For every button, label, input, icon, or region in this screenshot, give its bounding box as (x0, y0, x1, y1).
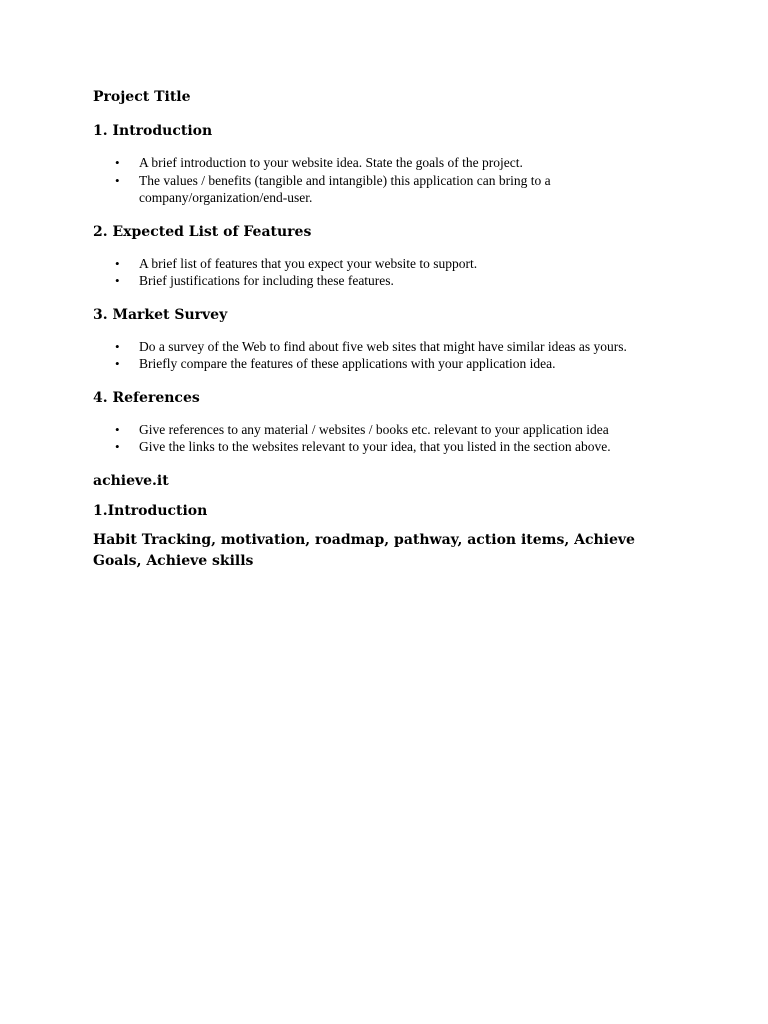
project-title-heading: Project Title (93, 89, 191, 105)
bullet-icon: • (115, 338, 120, 354)
bullet-icon: • (115, 273, 120, 288)
list-item (93, 355, 659, 373)
bullet-icon: • (115, 155, 120, 170)
references-bullet-list (93, 421, 693, 456)
bullet-icon: • (115, 255, 120, 271)
section-heading-market-survey: 3. Market Survey (93, 306, 228, 323)
bullet-icon: • (115, 439, 120, 454)
project-name: achieve.it (93, 472, 169, 489)
project-introduction-text: Habit Tracking, motivation, roadmap, pathway, action items, Achieve Goals, Achieve skills (93, 531, 635, 569)
list-item (93, 421, 659, 439)
bullet-icon: • (115, 356, 120, 371)
section-heading-references: 4. References (93, 389, 200, 406)
section-heading-introduction: 1. Introduction (93, 123, 213, 139)
document-page (93, 88, 693, 572)
list-item-text: Give references to any material / websites / books etc. relevant to your application idea (139, 421, 609, 437)
list-item-text: Brief justifications for including these features. (139, 273, 394, 288)
list-item-text: Do a survey of the Web to find about five web sites that might have similar ideas as yours. (139, 338, 627, 354)
section-heading-features: 2. Expected List of Features (93, 223, 312, 240)
list-item-text: Give the links to the websites relevant to your idea, that you listed in the section above. (139, 439, 611, 454)
list-item (93, 154, 659, 172)
bullet-icon: • (115, 172, 120, 188)
list-item-text: The values / benefits (tangible and intangible) this application can bring to a company/organization/end-user. (139, 172, 551, 205)
list-item-text: Briefly compare the features of these applications with your application idea. (139, 356, 556, 371)
features-bullet-list (93, 255, 693, 290)
list-item (93, 255, 659, 273)
list-item (93, 338, 659, 356)
list-item (93, 172, 659, 207)
market-survey-bullet-list (93, 338, 693, 373)
bullet-icon: • (115, 421, 120, 437)
list-item (93, 438, 659, 456)
list-item-text: A brief list of features that you expect your website to support. (139, 255, 478, 271)
project-introduction-heading: 1.Introduction (93, 502, 208, 519)
list-item-text: A brief introduction to your website idea. State the goals of the project. (139, 155, 523, 170)
introduction-bullet-list (93, 154, 693, 207)
list-item (93, 272, 659, 290)
